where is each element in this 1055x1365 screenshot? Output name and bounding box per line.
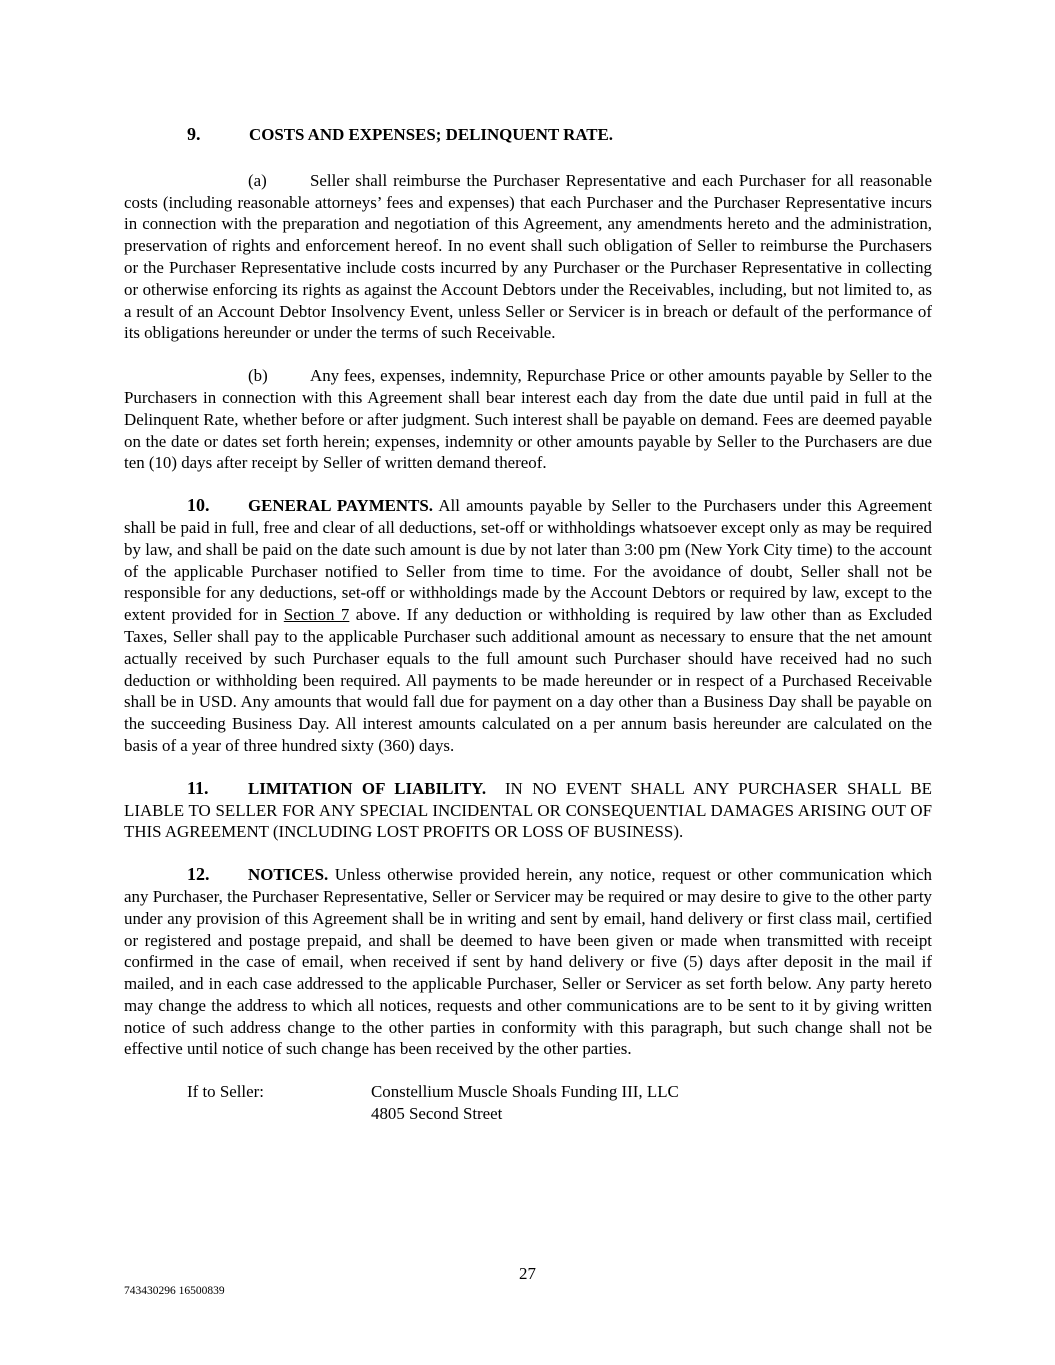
section-9a-paragraph: [124, 170, 932, 344]
section-10-text-part1: All amounts payable by Seller to the Purchasers under this Agreement shall be paid in full, free and clear of all deductions, set-off or withholdings whatsoever except only as may be required by law, and shall be paid on the date such amount is due by not later than 3:00 pm (New York City time) to the account of the applicable Purchaser notified to Seller from time to time. For the avoidance of doubt, Seller shall not be responsible for any deductions, set-off or withholdings made by the Account Debtors or required by law, except to the extent provided for in: [124, 496, 933, 625]
section-12-text: Unless otherwise provided herein, any notice, request or other communication which any Purchaser, the Purchaser Representative, Seller or Servicer may be required or may desire to give to the other party under any provision of this Agreement shall be in writing and sent by email, hand delivery or first class mail, certified or registered and postage prepaid, and shall be deemed to have been given or made when transmitted with receipt confirmed in the case of email, when received if sent by hand delivery or five (5) days after deposit in the mail if mailed, and in each case addressed to the applicable Purchaser, Seller or Servicer as set forth below. Any party hereto may change the address to which all notices, requests and other communications are to be sent to it by giving written notice of such address change to the other parties in conformity with this paragraph, but such change shall not be effective until notice of such change has been received by the other parties.: [124, 865, 932, 1059]
section-7-reference: Section 7: [283, 605, 350, 625]
section-9b-text: Any fees, expenses, indemnity, Repurchase Price or other amounts payable by Seller to the Purchasers in connection with this Agreement shall bear interest each day from the date due until paid in full at the Delinquent Rate, whether before or after judgment. Such interest shall be payable on demand. Fees are deemed payable on the date or dates set forth herein; expenses, indemnity or other amounts payable by Seller to the Purchasers are due ten (10) days after receipt by Seller of written demand thereof.: [124, 366, 932, 473]
section-9a-text: Seller shall reimburse the Purchaser Representative and each Purchaser for all reasonable costs (including reasonable attorneys’ fees and expenses) that each Purchaser and the Purchaser Representative incurs in connection with the preparation and negotiation of this Agreement, any amendments hereto and the administration, preservation of rights and enforcement hereof. In no event shall such obligation of Seller to reimburse the Purchasers or the Purchaser Representative include costs incurred by any Purchaser or the Purchaser Representative in collecting or otherwise enforcing its rights as against the Account Debtors under the Receivables, including, but not limited to, as a result of an Account Debtor Insolvency Event, unless Seller or Servicer is in breach or default of the performance of its obligations hereunder or under the terms of such Receivable.: [124, 170, 932, 343]
section-12-paragraph: [124, 864, 932, 1060]
section-9b-label: (b): [248, 366, 268, 386]
section-9a-label: (a): [248, 170, 267, 190]
section-11-number: 11.: [187, 777, 209, 798]
section-10-text-part2: above. If any deduction or withholding is required by law other than as Excluded Taxes, Seller shall pay to the applicable Purchaser such additional amount as necessary to ensure that the net amount actually received by such Purchaser equals to the full amount such Purchaser should have received had no such deduction or withholding been required. All payments to be made hereunder or in respect of a Purchased Receivable shall be in USD. Any amounts that would fall due for payment on a day other than a Business Day shall be payable on the succeeding Business Day. All interest amounts calculated on a per annum basis hereunder are calculated on the basis of a year of three hundred sixty (360) days.: [124, 605, 933, 755]
document-id: 743430296 16500839: [124, 1285, 225, 1297]
seller-address-line2: 4805 Second Street: [371, 1104, 503, 1124]
section-10-paragraph: [124, 495, 932, 757]
section-12-title: NOTICES.: [248, 865, 329, 885]
seller-address-lines: [371, 1081, 679, 1125]
section-10-number: 10.: [187, 495, 210, 516]
section-9-title: COSTS AND EXPENSES; DELINQUENT RATE.: [249, 125, 614, 144]
section-9-number: 9.: [187, 124, 201, 144]
section-9b-paragraph: [124, 365, 932, 474]
section-11-text: IN NO EVENT SHALL ANY PURCHASER SHALL BE LIABLE TO SELLER FOR ANY SPECIAL INCIDENTAL OR CONSEQUENTIAL DAMAGES ARISING OUT OF THIS AGREEMENT (INCLUDING LOST PROFITS OR LOSS OF BUSINESS).: [124, 778, 932, 842]
section-10-title: GENERAL PAYMENTS.: [248, 496, 434, 516]
seller-address-line1: Constellium Muscle Shoals Funding III, LLC: [371, 1082, 679, 1102]
page-number: 27: [519, 1264, 536, 1283]
seller-notice-address: [124, 1081, 932, 1125]
section-11-title: LIMITATION OF LIABILITY.: [248, 778, 487, 798]
section-12-number: 12.: [187, 864, 210, 885]
page-body: [124, 124, 932, 1125]
section-9-heading: [124, 124, 932, 146]
seller-address-label: If to Seller:: [187, 1082, 264, 1102]
section-11-paragraph: [124, 778, 932, 843]
